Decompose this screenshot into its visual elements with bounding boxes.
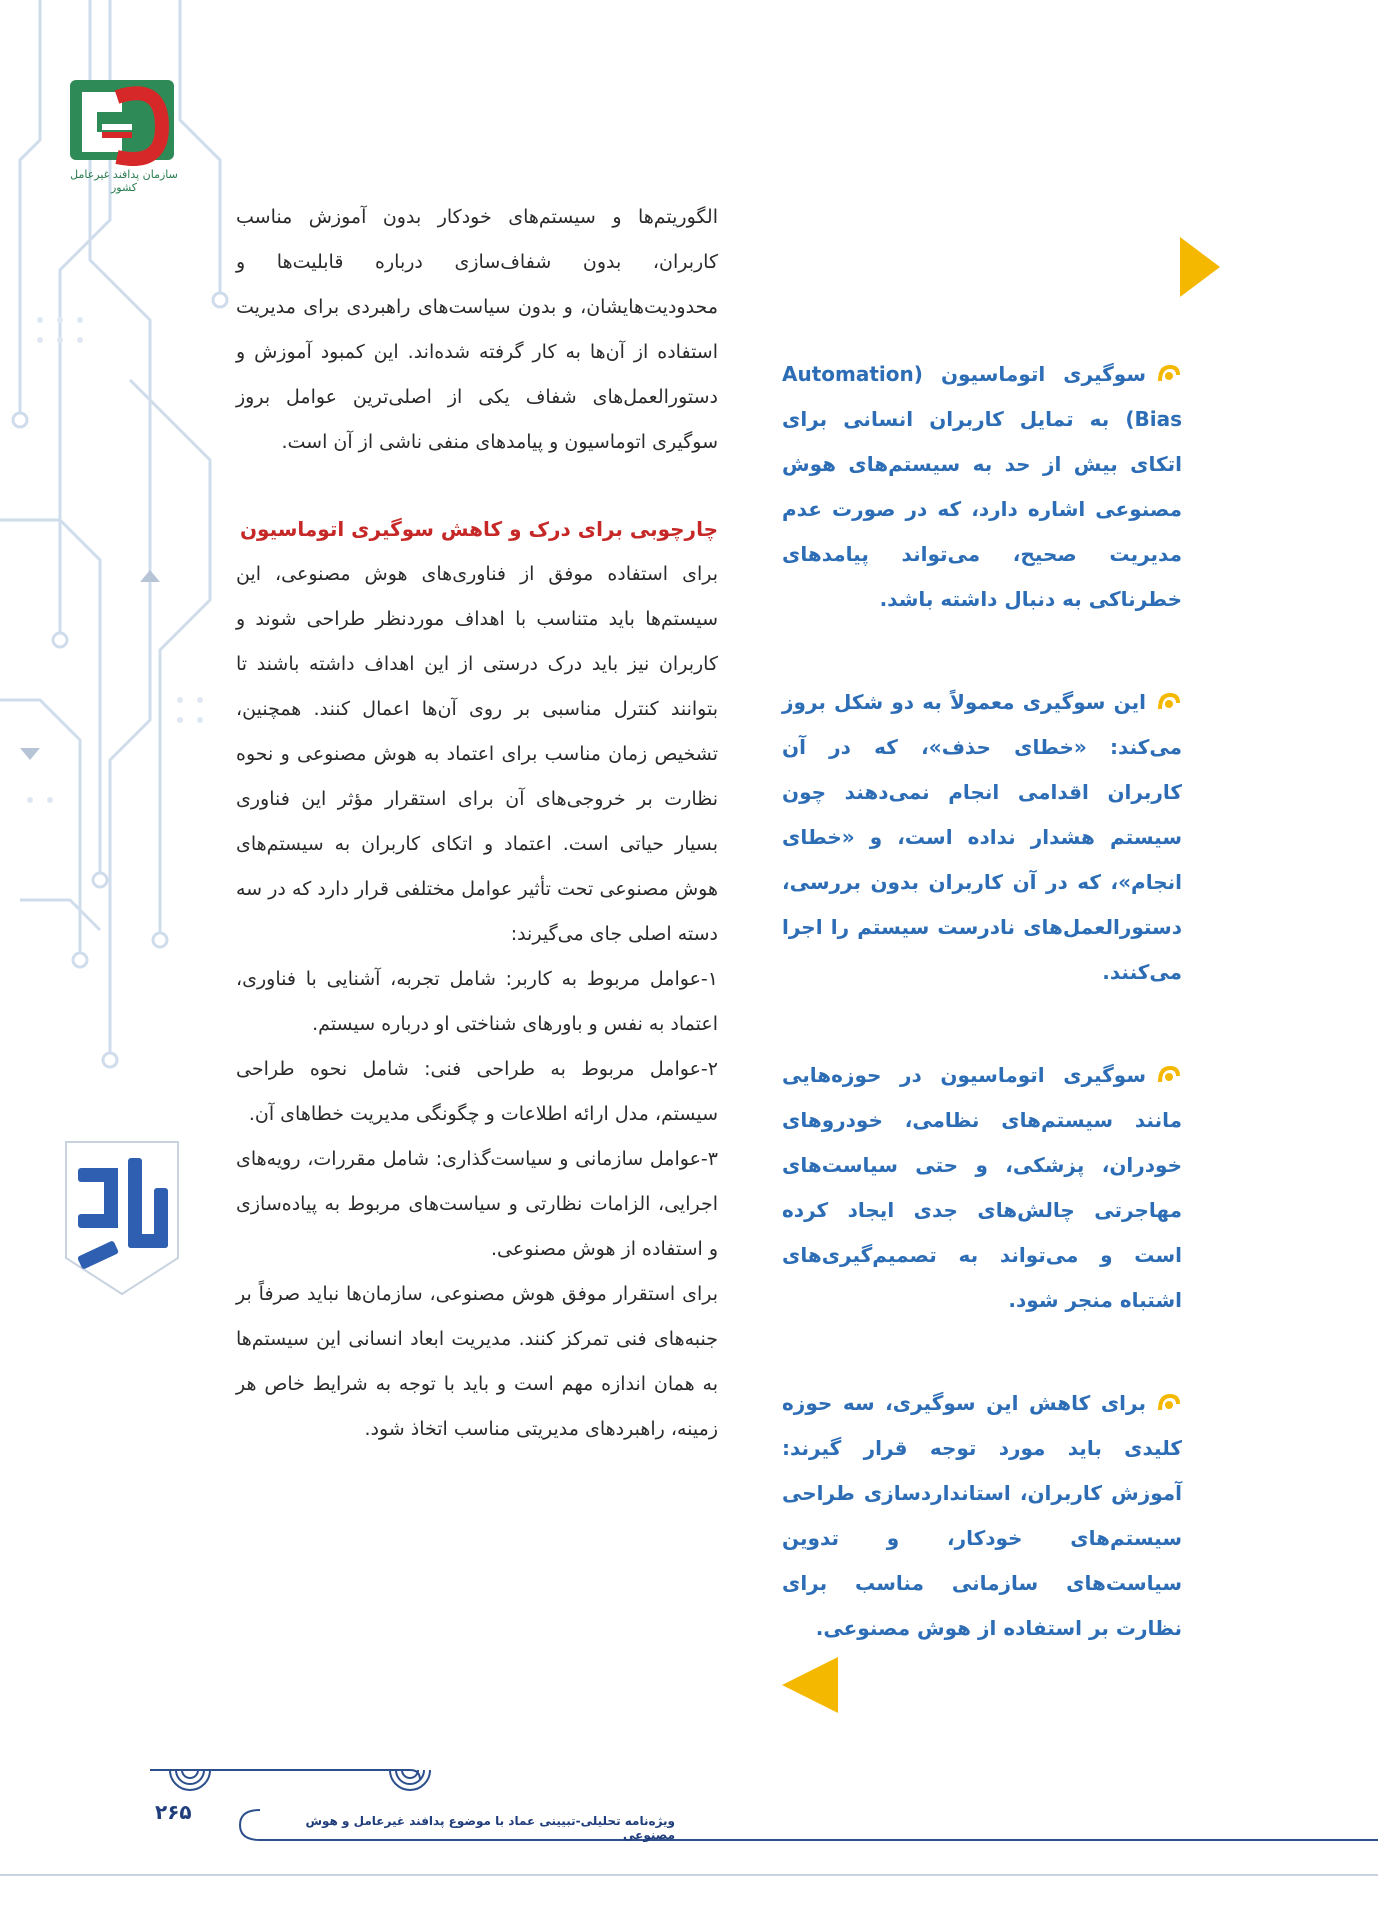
main-column [236,195,718,1452]
side-paragraph: برای کاهش این سوگیری، سه حوزه کلیدی باید مورد توجه قرار گیرند: آموزش کاربران، استانداردسازی طراحی سیستم‌های خودکار، و تدوین سیاست‌های سازمانی مناسب برای نظارت بر استفاده از هوش مصنوعی. [782,1391,1182,1640]
closing-paragraph: برای استقرار موفق هوش مصنوعی، سازمان‌ها نباید صرفاً بر جنبه‌های فنی تمرکز کنند. مدیریت ابعاد انسانی این سیستم‌ها به همان اندازه مهم است و باید با توجه به شرایط خاص هر زمینه، راهبردهای مدیریتی مناسب اتخاذ شود. [236,1283,718,1440]
bullet-swirl-icon [1156,1064,1182,1086]
list-item: ۱-عوامل مربوط به کاربر: شامل تجربه، آشنایی با فناوری، اعتماد به نفس و باورهای شناختی او درباره سیستم. [236,968,718,1035]
side-paragraph: این سوگیری معمولاً به دو شکل بروز می‌کند: «خطای حذف»، که در آن کاربران اقدامی انجام نمی‌دهند چون سیستم هشدار نداده است، و «خطای انجام»، که در آن کاربران بدون بررسی، دستورالعمل‌های نادرست سیستم را اجرا می‌کنند. [782,690,1182,984]
bullet-swirl-icon [1156,363,1182,385]
side-paragraph: سوگیری اتوماسیون (Automation Bias) به تمایل کاربران انسانی برای اتکای بیش از حد به سیستم‌های هوش مصنوعی اشاره دارد، که در صورت عدم مدیریت صحیح، می‌تواند پیامدهای خطرناکی به دنبال داشته باشد. [782,362,1182,611]
bullet-swirl-icon [1156,691,1182,713]
side-column [782,352,1182,1709]
logo-caption: سازمان پدافند غیرعامل کشور [70,168,178,194]
triangle-marker-icon [782,1657,838,1713]
logo-icon [62,72,182,172]
triangle-marker-icon [1180,237,1220,297]
section-paragraph: برای استفاده موفق از فناوری‌های هوش مصنوعی، این سیستم‌ها باید متناسب با اهداف موردنظر طراحی شوند و کاربران نیز باید درک درستی از این اهداف داشته باشند تا بتوانند کنترل مناسبی بر روی آن‌ها اعمال کنند. همچنین، تشخیص زمان مناسب برای اعتماد به هوش مصنوعی و نحوه نظارت بر خروجی‌های آن برای استقرار مؤثر این فناوری بسیار حیاتی است. اعتماد و اتکای کاربران به سیستم‌های هوش مصنوعی تحت تأثیر عوامل مختلفی قرار دارد که در سه دسته اصلی جای می‌گیرند: [236,563,718,945]
side-paragraph: سوگیری اتوماسیون در حوزه‌هایی مانند سیستم‌های نظامی، خودروهای خودران، پزشکی، و حتی سیاست‌های مهاجرتی چالش‌های جدی ایجاد کرده است و می‌تواند به تصمیم‌گیری‌های اشتباه منجر شود. [782,1063,1182,1312]
footer-caption: ویژه‌نامه تحلیلی-تبیینی عماد با موضوع پدافند غیرعامل و هوش مصنوعی [305,1814,675,1842]
list-item: ۲-عوامل مربوط به طراحی فنی: شامل نحوه طراحی سیستم، مدل ارائه اطلاعات و چگونگی مدیریت خطاهای آن. [236,1058,718,1125]
intro-paragraph: الگوریتم‌ها و سیستم‌های خودکار بدون آموزش مناسب کاربران، بدون شفاف‌سازی درباره قابلیت‌ها و محدودیت‌هایشان، و بدون سیاست‌های راهبردی برای مدیریت استفاده از آن‌ها به کار گرفته شده‌اند. این کمبود آموزش و دستورالعمل‌های شفاف یکی از اصلی‌ترین عوامل بروز سوگیری اتوماسیون و پیامدهای منفی ناشی از آن است. [236,206,718,453]
page-number: ۲۶۵ [155,1800,192,1824]
bullet-swirl-icon [1156,1392,1182,1414]
emad-logo-icon [62,1138,182,1298]
section-heading: چارچوبی برای درک و کاهش سوگیری اتوماسیون [239,517,718,541]
list-item: ۳-عوامل سازمانی و سیاست‌گذاری: شامل مقررات، رویه‌های اجرایی، الزامات نظارتی و سیاست‌های مربوط به پیاده‌سازی و استفاده از هوش مصنوعی. [236,1148,718,1260]
footer-decoration [0,1760,1378,1880]
